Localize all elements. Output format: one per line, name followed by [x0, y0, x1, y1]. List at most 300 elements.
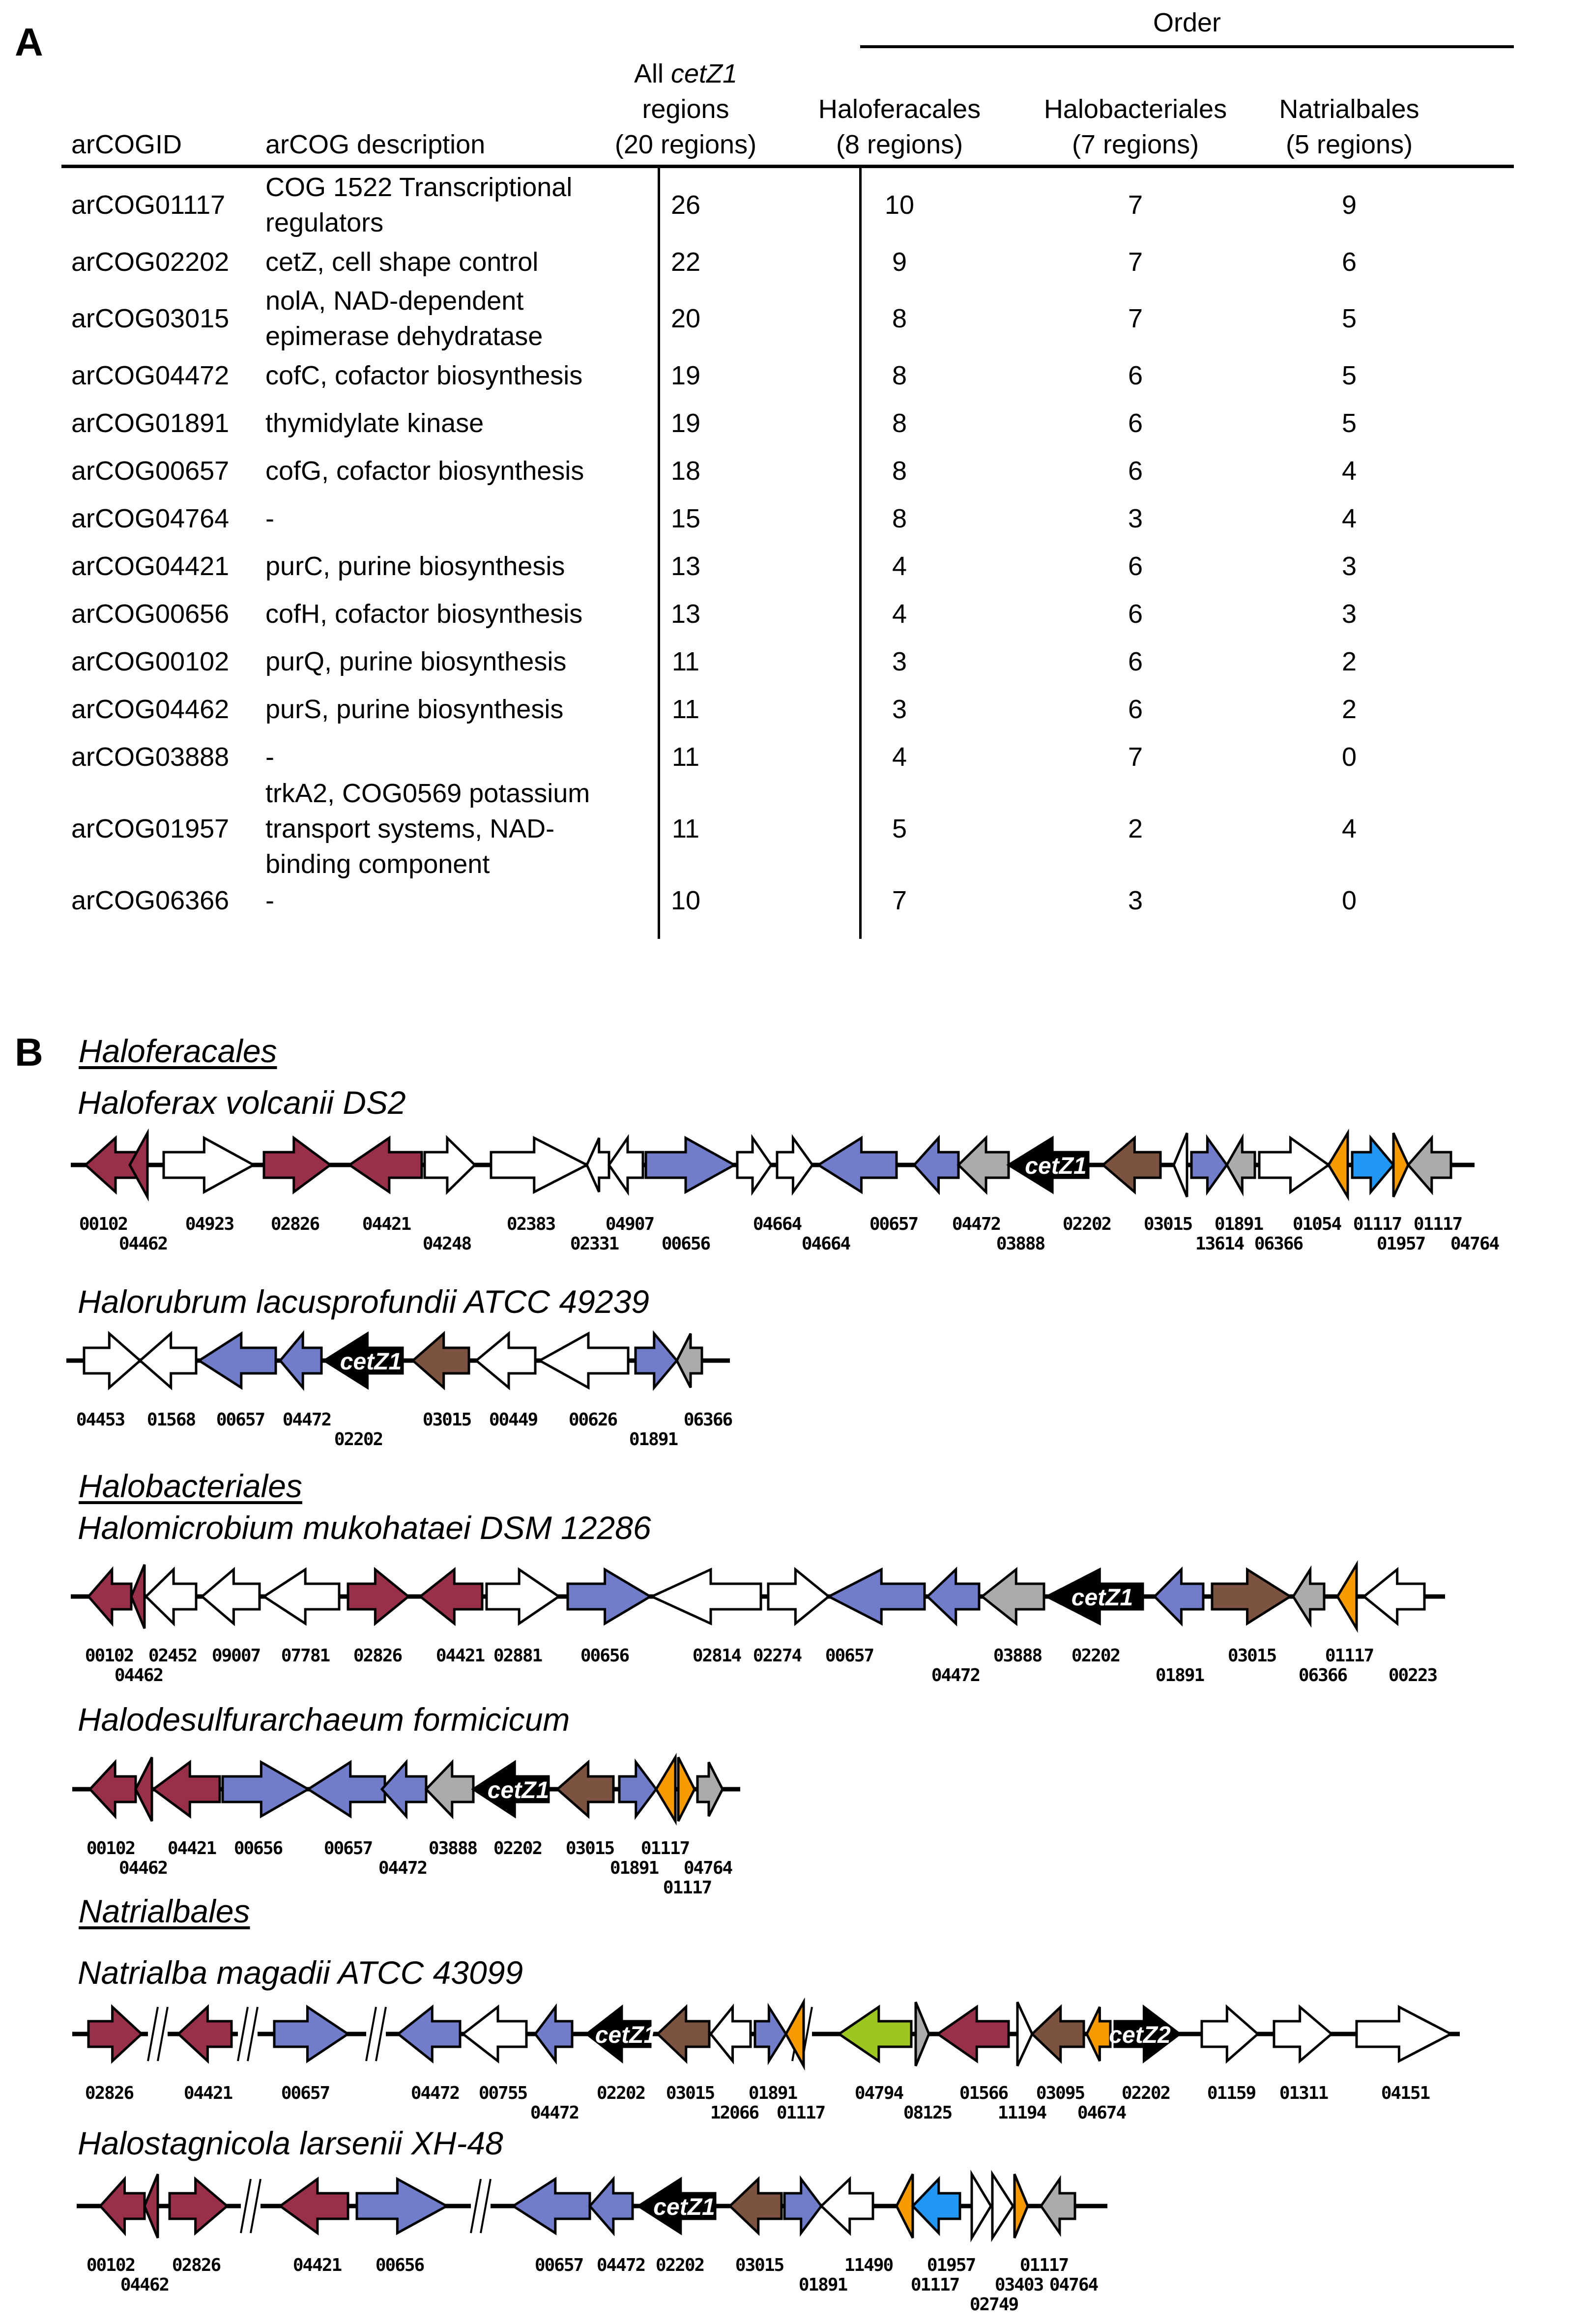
arcog-label: 03888	[996, 1234, 1045, 1254]
arcog-label: 03015	[666, 2083, 715, 2103]
gene-track	[0, 1302, 1593, 1479]
arcog-label: 00657	[534, 2255, 583, 2275]
row-count-halobacteriales: 7	[1128, 304, 1143, 333]
gene-arrow	[1212, 1569, 1290, 1624]
arcog-label: 00102	[86, 2255, 135, 2275]
row-count-haloferacales: 3	[892, 646, 907, 676]
arcog-label: 00656	[661, 1234, 710, 1254]
arcog-label: 04664	[753, 1214, 802, 1234]
gene-arrow	[280, 1334, 321, 1388]
arcog-label: 00223	[1388, 1665, 1437, 1685]
row-id: arCOG04472	[71, 360, 230, 390]
arcog-label: 00102	[79, 1214, 128, 1234]
arcog-label: 03015	[1143, 1214, 1192, 1234]
row-count-halobacteriales: 7	[1128, 190, 1143, 220]
row-description: thymidylate kinase	[265, 408, 484, 438]
row-count-natrialbales: 3	[1341, 551, 1357, 581]
row-description: -	[265, 742, 274, 772]
gene-name-label: cetZ1	[487, 1777, 550, 1803]
arcog-label: 00657	[869, 1214, 918, 1234]
arcog-label: 07781	[281, 1646, 330, 1666]
arcog-label: 06366	[683, 1410, 732, 1430]
row-id: arCOG00657	[71, 456, 230, 486]
arcog-label: 04764	[1450, 1234, 1499, 1254]
gene-arrow	[535, 2007, 572, 2061]
sequence-break-icon	[366, 2007, 386, 2061]
row-count-haloferacales: 4	[892, 742, 907, 772]
arcog-label: 04462	[118, 1858, 168, 1878]
arcog-label: 04462	[118, 1234, 168, 1254]
arcog-label: 00656	[375, 2255, 424, 2275]
gene-arrow	[913, 2179, 960, 2233]
arcog-label: 04764	[1049, 2275, 1098, 2295]
gene-arrow	[1103, 1138, 1160, 1192]
row-count-all: 11	[671, 813, 700, 843]
row-id: arCOG03888	[71, 742, 230, 772]
gene-track	[0, 2147, 1593, 2324]
gene-arrow	[656, 1757, 675, 1821]
gene-arrow	[1352, 1138, 1393, 1192]
arcog-label: 00102	[85, 1646, 134, 1666]
row-count-halobacteriales: 6	[1128, 360, 1143, 390]
row-description: regulators	[265, 208, 384, 237]
gene-arrow	[784, 2179, 821, 2233]
gene-arrow	[145, 2174, 158, 2238]
gene-arrow	[992, 2174, 1013, 2238]
arcog-label: 01117	[1353, 1214, 1402, 1234]
order-group-header: Order	[1153, 8, 1221, 37]
col-header-all: regions	[642, 94, 729, 124]
arcog-label: 09007	[211, 1646, 261, 1666]
gene-arrow	[308, 1762, 385, 1816]
gene-arrow	[1274, 2007, 1332, 2061]
col-header-id: arCOGID	[71, 130, 182, 159]
arcog-label: 02202	[1121, 2083, 1170, 2103]
gene-arrow	[730, 2179, 782, 2233]
arcog-label: 01891	[609, 1858, 659, 1878]
arcog-label: 03015	[422, 1410, 471, 1430]
row-count-natrialbales: 5	[1341, 360, 1357, 390]
row-count-halobacteriales: 7	[1128, 247, 1143, 277]
gene-arrow	[590, 2179, 633, 2233]
row-description: epimerase dehydratase	[265, 321, 543, 351]
gene-arrow	[264, 1138, 330, 1192]
arcog-label: 02826	[85, 2083, 134, 2103]
row-count-natrialbales: 4	[1341, 503, 1357, 533]
row-description: cofH, cofactor biosynthesis	[265, 599, 583, 629]
row-id: arCOG01117	[71, 190, 226, 220]
gene-arrow	[636, 1334, 677, 1388]
gene-name-label: cetZ1	[1071, 1585, 1133, 1611]
row-id: arCOG02202	[71, 247, 230, 277]
sequence-break-icon	[471, 2179, 491, 2233]
gene-track	[0, 1730, 1593, 1907]
row-count-all: 10	[670, 885, 701, 915]
arcog-label: 02202	[655, 2255, 704, 2275]
order-header-rule	[860, 45, 1514, 48]
arcog-label: 02274	[753, 1646, 802, 1666]
arcog-label: 00656	[580, 1646, 629, 1666]
row-count-all: 26	[670, 190, 701, 220]
row-count-halobacteriales: 6	[1128, 408, 1143, 438]
row-count-haloferacales: 8	[892, 304, 907, 333]
arcog-label: 00657	[216, 1410, 265, 1430]
gene-arrow	[1202, 2007, 1258, 2061]
arcog-label: 08125	[903, 2103, 952, 2123]
arcog-label: 00449	[489, 1410, 538, 1430]
species-name: Halomicrobium mukohataei DSM 12286	[78, 1510, 651, 1546]
arcog-label: 01311	[1279, 2083, 1328, 2103]
gene-arrow	[413, 1334, 469, 1388]
row-description: purQ, purine biosynthesis	[265, 646, 567, 676]
gene-arrows	[0, 1975, 1593, 2093]
arcog-label: 11490	[844, 2255, 893, 2275]
gene-arrow	[677, 1334, 702, 1388]
arcog-label: 01891	[1214, 1214, 1263, 1234]
arcog-label: 04907	[605, 1214, 654, 1234]
gene-arrow	[463, 2007, 526, 2061]
row-id: arCOG03015	[71, 304, 230, 333]
row-count-halobacteriales: 6	[1128, 599, 1143, 629]
row-description: purS, purine biosynthesis	[265, 694, 564, 724]
arcog-label: 04421	[362, 1214, 411, 1234]
gene-arrow	[146, 1569, 196, 1624]
arcog-label: 02202	[493, 1838, 542, 1859]
row-description: -	[265, 503, 274, 533]
gene-arrow	[476, 1334, 535, 1388]
arcog-label: 12066	[710, 2103, 759, 2123]
row-count-haloferacales: 4	[892, 599, 907, 629]
arcog-label: 04923	[185, 1214, 234, 1234]
gene-arrow	[420, 1569, 482, 1624]
arcog-label: 01054	[1292, 1214, 1341, 1234]
row-count-halobacteriales: 6	[1128, 694, 1143, 724]
gene-arrow	[1364, 1569, 1424, 1624]
arcog-label: 03888	[428, 1838, 477, 1859]
gene-arrows	[0, 1106, 1593, 1224]
gene-arrow	[1408, 1138, 1451, 1192]
arcog-label: 00755	[478, 2083, 527, 2103]
col-header-haloferacales: Haloferacales	[818, 94, 981, 124]
order-title-natrialbales: Natrialbales	[79, 1893, 250, 1929]
gene-arrow	[164, 1138, 254, 1192]
gene-arrow	[1393, 1133, 1408, 1197]
arcog-label: 02202	[1071, 1646, 1120, 1666]
gene-arrow	[1293, 1569, 1324, 1624]
arcog-label: 01117	[663, 1878, 712, 1898]
gene-arrow	[88, 1569, 131, 1624]
arcog-label: 00657	[825, 1646, 874, 1666]
col-header-all: (20 regions)	[614, 130, 757, 159]
gene-arrow	[398, 2007, 460, 2061]
arcog-label: 02202	[1062, 1214, 1111, 1234]
arcog-label: 01891	[798, 2275, 847, 2295]
gene-arrow	[1087, 2007, 1110, 2061]
row-count-haloferacales: 8	[892, 360, 907, 390]
row-count-halobacteriales: 6	[1128, 646, 1143, 676]
arcog-label: 01891	[629, 1429, 678, 1450]
arcog-label: 04472	[596, 2255, 645, 2275]
arcog-label: 01568	[146, 1410, 196, 1430]
gene-arrow	[568, 1569, 650, 1624]
arcog-label: 04472	[378, 1858, 427, 1878]
species-name: Halodesulfurarchaeum formicicum	[78, 1701, 570, 1738]
arcog-label: 02826	[172, 2255, 221, 2275]
arcog-label: 00656	[233, 1838, 283, 1859]
row-count-haloferacales: 10	[884, 190, 915, 220]
row-count-natrialbales: 6	[1341, 247, 1357, 277]
sequence-break-icon	[148, 2007, 168, 2061]
gene-arrow	[982, 1569, 1044, 1624]
row-description: cofG, cofactor biosynthesis	[265, 456, 584, 486]
arcog-label: 04472	[952, 1214, 1001, 1234]
row-count-all: 13	[670, 599, 701, 629]
gene-arrow	[1174, 1133, 1187, 1197]
arcog-label: 02452	[148, 1646, 197, 1666]
gene-arrow	[678, 1757, 695, 1821]
gene-arrow	[609, 1138, 643, 1192]
arcog-label: 04421	[167, 1838, 216, 1859]
gene-arrows	[0, 1302, 1593, 1420]
row-count-halobacteriales: 6	[1128, 456, 1143, 486]
row-count-natrialbales: 9	[1341, 190, 1357, 220]
row-id: arCOG00102	[71, 646, 230, 676]
row-count-natrialbales: 5	[1341, 408, 1357, 438]
row-id: arCOG01957	[71, 813, 230, 843]
arcog-label: 04421	[292, 2255, 342, 2275]
col-header-desc: arCOG description	[265, 130, 486, 159]
row-count-haloferacales: 8	[892, 408, 907, 438]
col-header-halobacteriales: (7 regions)	[1072, 130, 1199, 159]
gene-arrow	[274, 2007, 348, 2061]
gene-arrow	[513, 2179, 590, 2233]
arcog-label: 06366	[1254, 1234, 1303, 1254]
arcog-label: 01891	[1155, 1665, 1204, 1685]
gene-arrow	[84, 1334, 140, 1388]
gene-arrow	[777, 1138, 812, 1192]
gene-name-label: cetZ1	[340, 1349, 402, 1375]
gene-arrow	[1041, 2179, 1075, 2233]
row-count-all: 20	[670, 304, 701, 333]
gene-arrow	[349, 1138, 422, 1192]
gene-arrow	[927, 1569, 979, 1624]
arcog-label: 04764	[683, 1858, 732, 1878]
gene-arrow	[1329, 1133, 1348, 1197]
row-count-all: 18	[670, 456, 701, 486]
col-header-halobacteriales: Halobacteriales	[1043, 94, 1227, 124]
sequence-break-icon	[238, 2007, 258, 2061]
arcog-label: 02881	[493, 1646, 542, 1666]
gene-arrow	[652, 1569, 761, 1624]
arcog-label: 03015	[735, 2255, 784, 2275]
gene-name-label: cetZ1	[595, 2022, 657, 2048]
gene-arrow	[1017, 2002, 1032, 2066]
gene-arrow	[1014, 2174, 1028, 2238]
arcog-label: 01891	[748, 2083, 797, 2103]
arcog-label: 00626	[568, 1410, 617, 1430]
arcog-label: 02826	[270, 1214, 319, 1234]
row-count-all: 11	[671, 694, 700, 724]
gene-arrow	[958, 1138, 1009, 1192]
gene-arrow	[425, 1138, 475, 1192]
arcog-label: 01117	[1019, 2255, 1069, 2275]
gene-arrow	[972, 2174, 991, 2238]
arcog-label: 02202	[334, 1429, 383, 1450]
gene-arrow	[711, 2007, 751, 2061]
divider-all-regions	[658, 168, 660, 939]
gene-arrow	[938, 2007, 1009, 2061]
arcog-label: 03888	[993, 1646, 1042, 1666]
row-description: cetZ, cell shape control	[265, 247, 539, 277]
panel-a-label: A	[15, 20, 43, 64]
arcog-label: 01117	[1325, 1646, 1374, 1666]
row-id: arCOG04462	[71, 694, 230, 724]
arcog-label: 04664	[801, 1234, 850, 1254]
row-count-haloferacales: 8	[892, 456, 907, 486]
col-header-all: All cetZ1	[634, 59, 738, 88]
row-count-halobacteriales: 6	[1128, 551, 1143, 581]
gene-arrow	[280, 2179, 348, 2233]
row-count-natrialbales: 0	[1341, 742, 1357, 772]
gene-name-label: cetZ1	[653, 2194, 715, 2220]
arcog-label: 01117	[910, 2275, 959, 2295]
arcog-label: 01117	[776, 2103, 825, 2123]
row-count-natrialbales: 0	[1341, 885, 1357, 915]
arcog-label: 04472	[530, 2103, 579, 2123]
species-name: Halostagnicola larsenii XH-48	[78, 2125, 503, 2161]
row-count-halobacteriales: 3	[1128, 885, 1143, 915]
arcog-label: 13614	[1195, 1234, 1244, 1254]
gene-arrow	[829, 1569, 925, 1624]
arcog-label: 01957	[927, 2255, 976, 2275]
col-header-natrialbales: (5 regions)	[1285, 130, 1413, 159]
gene-arrow	[100, 2179, 145, 2233]
arcog-label: 02383	[506, 1214, 555, 1234]
arcog-label: 01117	[1413, 1214, 1462, 1234]
arcog-label: 00102	[86, 1838, 135, 1859]
arcog-label: 03403	[994, 2275, 1043, 2295]
arcog-label: 04462	[114, 1665, 163, 1685]
gene-arrow	[557, 1762, 613, 1816]
row-id: arCOG01891	[71, 408, 230, 438]
row-description: cofC, cofactor biosynthesis	[265, 360, 583, 390]
row-count-natrialbales: 2	[1341, 694, 1357, 724]
row-count-natrialbales: 3	[1341, 599, 1357, 629]
row-count-natrialbales: 4	[1341, 456, 1357, 486]
row-count-all: 11	[671, 646, 700, 676]
panel-b-label: B	[15, 1030, 43, 1074]
row-count-natrialbales: 4	[1341, 813, 1357, 843]
arcog-label: 03015	[565, 1838, 614, 1859]
gene-arrow	[1032, 2007, 1084, 2061]
gene-arrow	[131, 1565, 145, 1628]
arcog-label: 04453	[76, 1410, 125, 1430]
gene-arrow	[1357, 2007, 1451, 2061]
arcog-label: 00657	[323, 1838, 373, 1859]
row-count-haloferacales: 7	[892, 885, 907, 915]
gene-arrow	[818, 1138, 897, 1192]
row-id: arCOG06366	[71, 885, 230, 915]
row-count-haloferacales: 8	[892, 503, 907, 533]
gene-arrow	[737, 1138, 771, 1192]
gene-arrows	[0, 1730, 1593, 1848]
gene-arrows	[0, 1538, 1593, 1656]
gene-arrow	[199, 1334, 276, 1388]
species-name: Haloferax volcanii DS2	[78, 1084, 406, 1121]
gene-arrow	[839, 2007, 911, 2061]
gene-arrow	[821, 2179, 873, 2233]
arcog-label: 01159	[1207, 2083, 1256, 2103]
header-bottom-rule	[61, 165, 1514, 168]
gene-arrow	[202, 1569, 260, 1624]
gene-arrow	[1227, 1138, 1255, 1192]
arcog-label: 04421	[183, 2083, 232, 2103]
gene-arrow	[136, 1757, 152, 1821]
arcog-label: 02826	[353, 1646, 402, 1666]
gene-arrow	[140, 1334, 196, 1388]
row-description: binding component	[265, 849, 490, 879]
gene-arrow	[223, 1762, 308, 1816]
row-description: purC, purine biosynthesis	[265, 551, 565, 581]
gene-arrow	[768, 1569, 829, 1624]
arcog-label: 04472	[410, 2083, 460, 2103]
row-description: COG 1522 Transcriptional	[265, 173, 573, 202]
gene-arrow	[264, 1569, 339, 1624]
arcog-label: 03095	[1036, 2083, 1085, 2103]
gene-arrow	[916, 2002, 929, 2066]
gene-name-label: cetZ2	[1109, 2022, 1171, 2048]
divider-order	[859, 168, 862, 939]
gene-arrow	[914, 1138, 958, 1192]
gene-arrow	[897, 2174, 913, 2238]
arcog-label: 04151	[1381, 2083, 1430, 2103]
gene-arrow	[587, 1138, 609, 1192]
arcog-label: 02331	[570, 1234, 619, 1254]
row-count-all: 13	[670, 551, 701, 581]
row-description: nolA, NAD-dependent	[265, 286, 524, 316]
gene-arrow	[786, 2002, 804, 2066]
gene-arrow	[1155, 1569, 1203, 1624]
gene-arrow	[153, 1762, 220, 1816]
row-count-haloferacales: 4	[892, 551, 907, 581]
arcog-label: 01957	[1376, 1234, 1425, 1254]
arcog-label: 01117	[640, 1838, 690, 1859]
arcog-label: 04472	[931, 1665, 980, 1685]
gene-arrow	[426, 1762, 473, 1816]
arcog-label: 01566	[959, 2083, 1008, 2103]
gene-arrow	[1259, 1138, 1329, 1192]
gene-arrow	[88, 2007, 142, 2061]
gene-arrow	[382, 1762, 426, 1816]
row-count-halobacteriales: 3	[1128, 503, 1143, 533]
arcog-label: 02202	[596, 2083, 645, 2103]
gene-arrow	[348, 1569, 408, 1624]
row-description: transport systems, NAD-	[265, 813, 555, 843]
gene-arrow	[178, 2007, 232, 2061]
arcog-label: 06366	[1298, 1665, 1347, 1685]
row-id: arCOG04421	[71, 551, 230, 581]
arcog-label: 04472	[282, 1410, 331, 1430]
row-description: -	[265, 885, 274, 915]
order-title-haloferacales: Haloferacales	[79, 1033, 277, 1069]
gene-name-label: cetZ1	[1025, 1153, 1087, 1179]
arcog-label: 02814	[692, 1646, 741, 1666]
sequence-break-icon	[241, 2179, 261, 2233]
arcog-label: 04794	[854, 2083, 903, 2103]
row-count-all: 19	[670, 408, 701, 438]
arcog-label: 03015	[1227, 1646, 1276, 1666]
row-count-all: 19	[670, 360, 701, 390]
